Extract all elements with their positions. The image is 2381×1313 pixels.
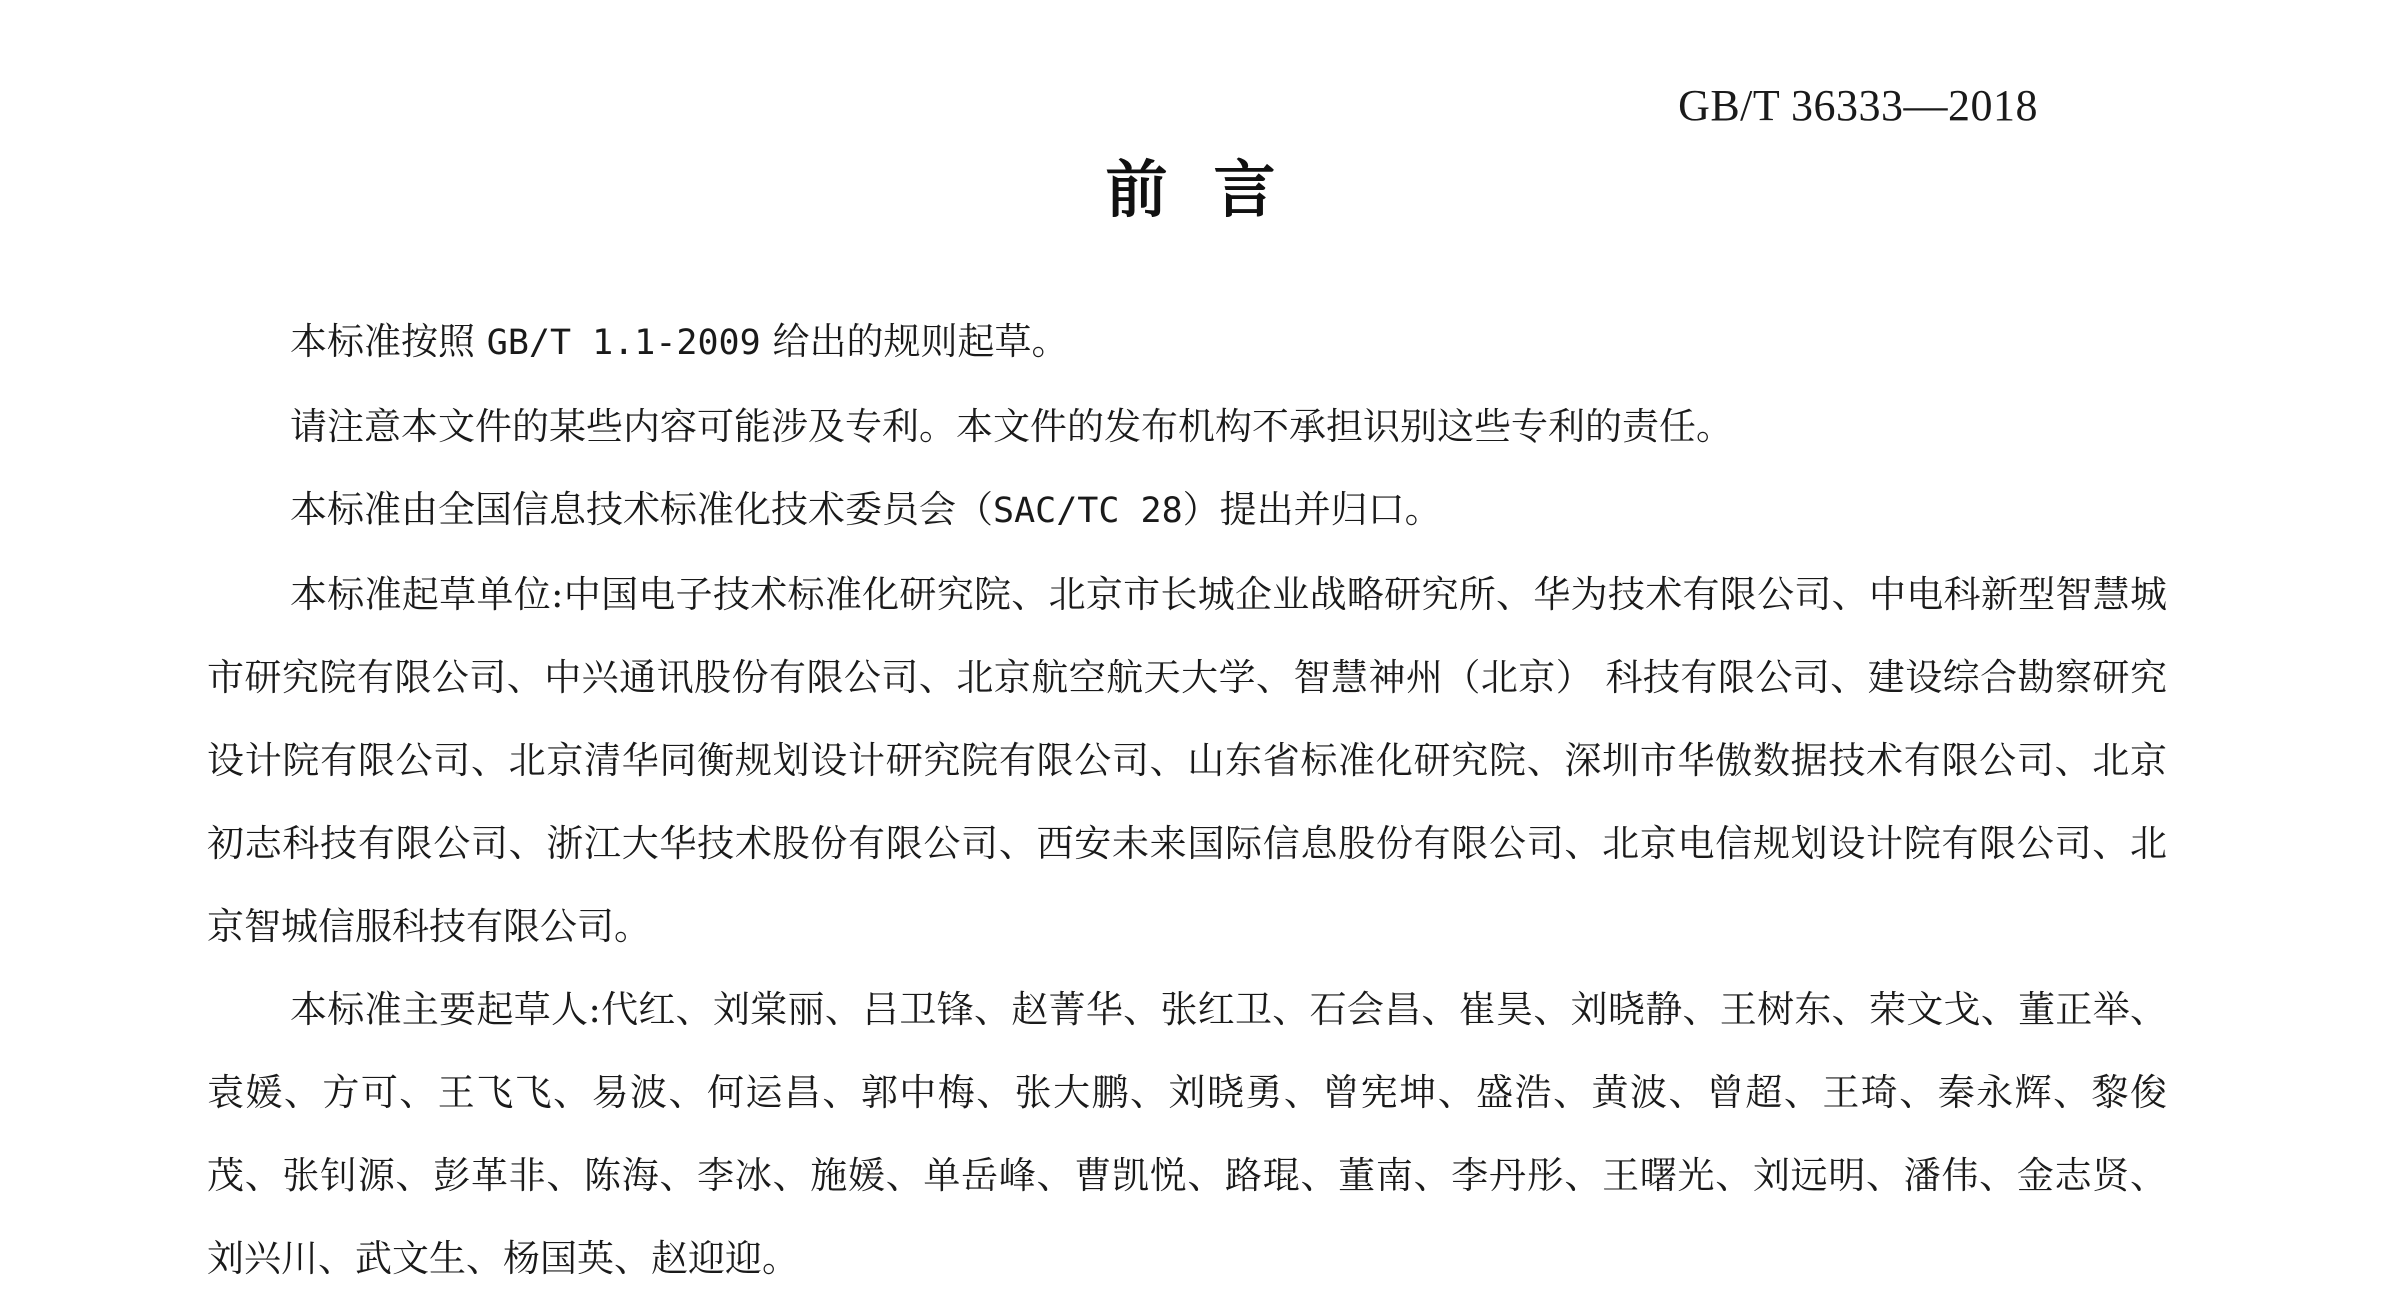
document-body [207, 300, 2167, 1300]
standard-reference: GB/T 1.1-2009 [486, 323, 761, 363]
paragraph-patent-notice [207, 385, 2167, 468]
paragraph-text: 本标准由全国信息技术标准化技术委员会（ [290, 488, 993, 531]
committee-code: SAC/TC 28 [993, 491, 1183, 531]
paragraph-proposing-body [207, 468, 2167, 553]
standard-number: GB/T 36333—2018 [1678, 81, 2038, 130]
paragraph-text: 本标准按照 [290, 320, 487, 363]
paragraph-text: ）提出并归口。 [1182, 488, 1442, 531]
paragraph-text: 本标准主要起草人:代红、刘棠丽、吕卫锋、赵菁华、张红卫、石会昌、崔昊、刘晓静、王树东、荣文戈、董正举、袁媛、方可、王飞飞、易波、何运昌、郭中梅、张大鹏、刘晓勇、曾宪坤、盛浩、黄波、曾超、王琦、秦永辉、黎俊茂、张钊源、彭革非、陈海、李冰、施媛、单岳峰、曹凯悦、路琨、董南、李丹彤、王曙光、刘远明、潘伟、金志贤、刘兴川、武文生、杨国英、赵迎迎。 [207, 988, 2167, 1280]
page-title: 前言 [1105, 153, 1322, 226]
paragraph-drafters [207, 968, 2167, 1300]
paragraph-text: 给出的规则起草。 [760, 320, 1069, 363]
paragraph-text: 请注意本文件的某些内容可能涉及专利。本文件的发布机构不承担识别这些专利的责任。 [290, 405, 1733, 448]
paragraph-drafting-rules [207, 300, 2167, 385]
paragraph-text: 本标准起草单位:中国电子技术标准化研究院、北京市长城企业战略研究所、华为技术有限公司、中电科新型智慧城市研究院有限公司、中兴通讯股份有限公司、北京航空航天大学、智慧神州（北京） 科技有限公司、建设综合勘察研究设计院有限公司、北京清华同衡规划设计研究院有限公司、山东省标准化研究院、深圳市华傲数据技术有限公司、北京初志科技有限公司、浙江大华技术股份有限公司、西安未来国际信息股份有限公司、北京电信规划设计院有限公司、北京智城信服科技有限公司。 [207, 573, 2167, 948]
paragraph-drafting-units [207, 553, 2167, 968]
